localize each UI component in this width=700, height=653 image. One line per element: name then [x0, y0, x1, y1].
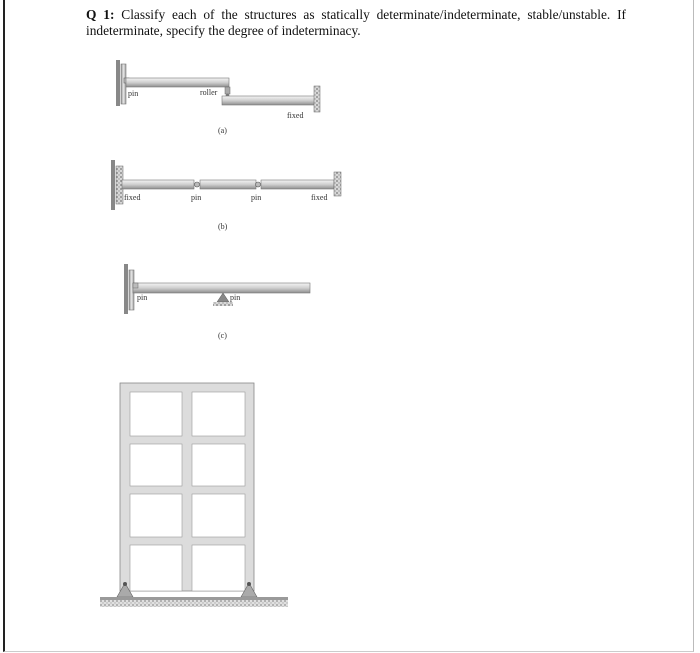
column-a [121, 64, 126, 104]
caption-b: (b) [218, 222, 228, 231]
frame-pin-left [123, 582, 127, 586]
label-fixed-b-right: fixed [311, 193, 328, 202]
figure-c [124, 264, 310, 340]
beam-a-lower [222, 96, 315, 105]
frame-panel-5 [130, 494, 182, 537]
ground-line [100, 597, 288, 600]
label-pin-b-1: pin [191, 193, 202, 202]
fixed-wall-a [314, 86, 320, 112]
label-pin-a: pin [128, 89, 139, 98]
caption-c: (c) [218, 331, 227, 340]
ground-c [213, 302, 233, 306]
beam-a-upper [126, 78, 229, 87]
wall-a [116, 60, 120, 106]
figure-a [116, 60, 320, 135]
label-pin-b-2: pin [251, 193, 262, 202]
question-number: Q 1: [86, 7, 115, 22]
pin-b-1 [195, 182, 200, 187]
beam-b-1 [122, 180, 194, 189]
ground-hatch [100, 600, 288, 607]
frame-panel-1 [130, 392, 182, 436]
frame-panel-4 [192, 444, 245, 486]
frame-panel-8 [192, 545, 245, 591]
figure-b [111, 160, 341, 231]
label-fixed-b-left: fixed [124, 193, 141, 202]
beam-b-2 [200, 180, 256, 189]
wall-b [111, 160, 115, 210]
figure-frame [100, 383, 288, 607]
label-pin-c-support: pin [230, 293, 241, 302]
label-fixed-a: fixed [287, 111, 304, 120]
frame-panel-7 [130, 545, 182, 591]
fixed-wall-b-right [334, 172, 341, 196]
label-roller: roller [200, 88, 218, 97]
question-body: Classify each of the structures as statically determinate/indeterminate, stable/unstable. If indeterminate, specify the degree of indeterminacy. [86, 7, 627, 38]
roller-support [225, 87, 230, 94]
pin-connector-c [133, 283, 138, 288]
beam-c [133, 283, 310, 293]
frame-panel-3 [130, 444, 182, 486]
beam-b-3 [261, 180, 334, 189]
label-pin-c-left: pin [137, 293, 148, 302]
pin-support-c [217, 293, 229, 302]
pin-b-2 [256, 182, 261, 187]
frame-pin-right [247, 582, 251, 586]
frame-panel-6 [192, 494, 245, 537]
wall-c [124, 264, 128, 314]
frame-panel-2 [192, 392, 245, 436]
caption-a: (a) [218, 126, 227, 135]
